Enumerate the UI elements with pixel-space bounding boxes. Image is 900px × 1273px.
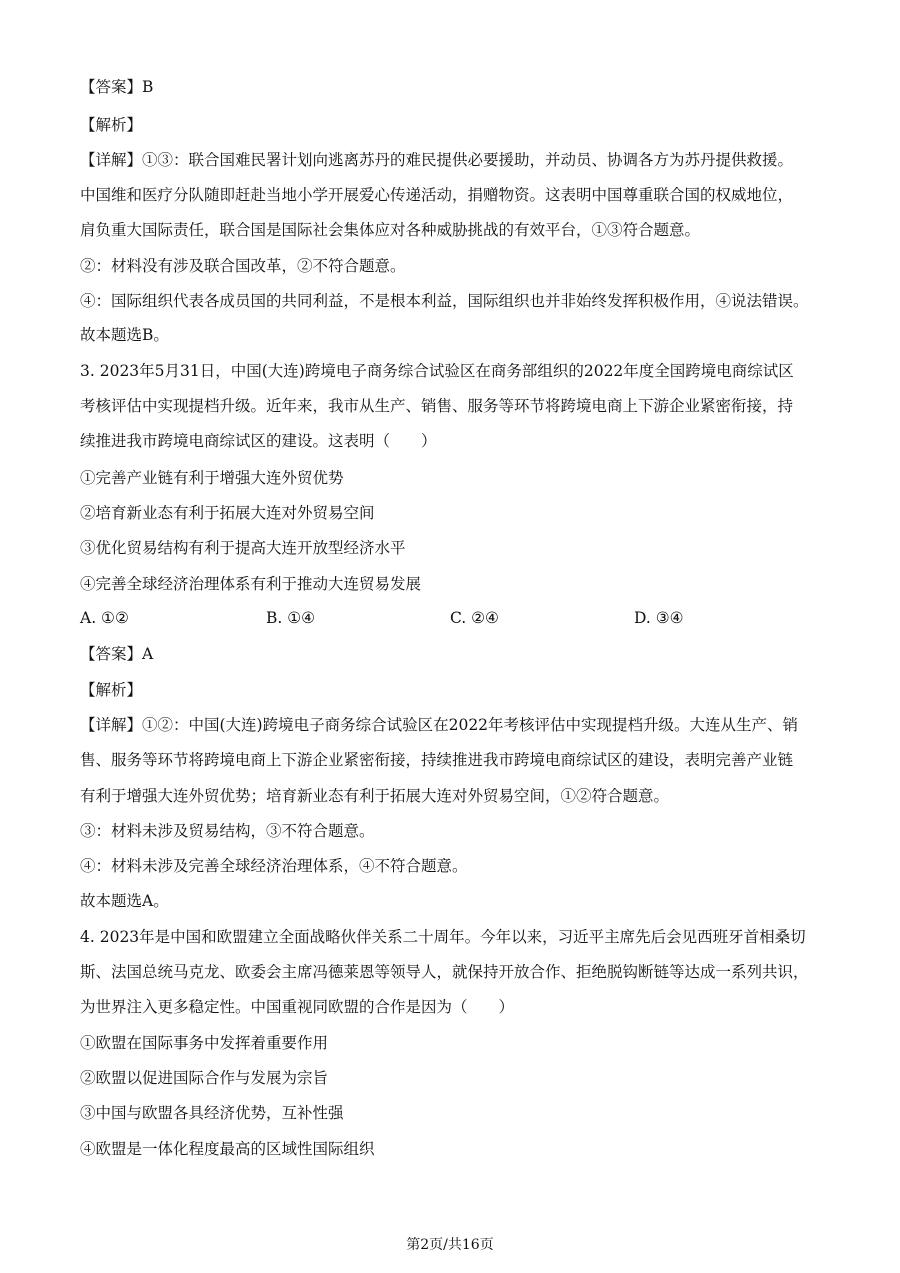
q2-detail-line: ④：国际组织代表各成员国的共同利益，不是根本利益，国际组织也并非始终发挥积极作用，④说法错误。 <box>80 292 809 310</box>
q3-analysis-heading: 【解析】 <box>80 681 143 699</box>
q3-option-a: A. ①② <box>80 609 129 627</box>
q3-detail-line: 【详解】①②：中国(大连)跨境电子商务综合试验区在2022年考核评估中实现提档升级。大连从生产、销 <box>80 716 799 734</box>
q2-answer: 【答案】B <box>80 78 154 96</box>
q4-stem-line: 为世界注入更多稳定性。中国重视同欧盟的合作是因为（ ） <box>80 998 515 1016</box>
q4-stem-line: 4. 2023年是中国和欧盟建立全面战略伙伴关系二十周年。今年以来，习近平主席先后会见西班牙首相桑切 <box>80 928 806 946</box>
q4-item: ④欧盟是一体化程度最高的区域性国际组织 <box>80 1140 375 1158</box>
q3-option-c: C. ②④ <box>450 609 499 627</box>
q2-detail-line: 中国维和医疗分队随即赶赴当地小学开展爱心传递活动，捐赠物资。这表明中国尊重联合国的权威地位， <box>80 186 794 204</box>
q2-detail-line: 肩负重大国际责任，联合国是国际社会集体应对各种威胁挑战的有效平台，①③符合题意。 <box>80 221 701 239</box>
page-number-footer: 第2页/共16页 <box>406 1237 494 1253</box>
q4-item: ①欧盟在国际事务中发挥着重要作用 <box>80 1034 329 1052</box>
q3-option-b: B. ①④ <box>266 609 316 627</box>
q3-options <box>80 608 825 628</box>
q3-item: ③优化贸易结构有利于提高大连开放型经济水平 <box>80 539 406 557</box>
q3-stem-line: 3. 2023年5月31日，中国(大连)跨境电子商务综合试验区在商务部组织的2022年度全国跨境电商综试区 <box>80 362 794 380</box>
q3-detail-line: ④：材料未涉及完善全球经济治理体系，④不符合题意。 <box>80 857 468 875</box>
q3-item: ②培育新业态有利于拓展大连对外贸易空间 <box>80 504 375 522</box>
q3-item: ①完善产业链有利于增强大连外贸优势 <box>80 469 344 487</box>
q3-conclusion: 故本题选A。 <box>80 892 169 910</box>
q3-detail-line: 售、服务等环节将跨境电商上下游企业紧密衔接，持续推进我市跨境电商综试区的建设，表明完善产业链 <box>80 751 794 769</box>
q3-item: ④完善全球经济治理体系有利于推动大连贸易发展 <box>80 575 422 593</box>
q3-detail-line: ③：材料未涉及贸易结构，③不符合题意。 <box>80 822 375 840</box>
q2-detail-line: 【详解】①③：联合国难民署计划向逃离苏丹的难民提供必要援助，并动员、协调各方为苏丹提供救援。 <box>80 151 794 169</box>
q4-item: ②欧盟以促进国际合作与发展为宗旨 <box>80 1069 329 1087</box>
q3-detail-line: 有利于增强大连外贸优势；培育新业态有利于拓展大连对外贸易空间，①②符合题意。 <box>80 787 670 805</box>
q3-stem-line: 考核评估中实现提档升级。近年来，我市从生产、销售、服务等环节将跨境电商上下游企业紧密衔接，持 <box>80 397 794 415</box>
q3-answer: 【答案】A <box>80 645 154 663</box>
q3-stem-line: 续推进我市跨境电商综试区的建设。这表明（ ） <box>80 432 437 450</box>
q2-detail-line: ②：材料没有涉及联合国改革，②不符合题意。 <box>80 257 406 275</box>
q4-stem-line: 斯、法国总统马克龙、欧委会主席冯德莱恩等领导人，就保持开放合作、拒绝脱钩断链等达成一系列共识， <box>80 963 809 981</box>
q4-item: ③中国与欧盟各具经济优势，互补性强 <box>80 1104 344 1122</box>
q2-conclusion: 故本题选B。 <box>80 326 169 344</box>
q2-analysis-heading: 【解析】 <box>80 116 143 134</box>
q3-option-d: D. ③④ <box>634 609 684 627</box>
